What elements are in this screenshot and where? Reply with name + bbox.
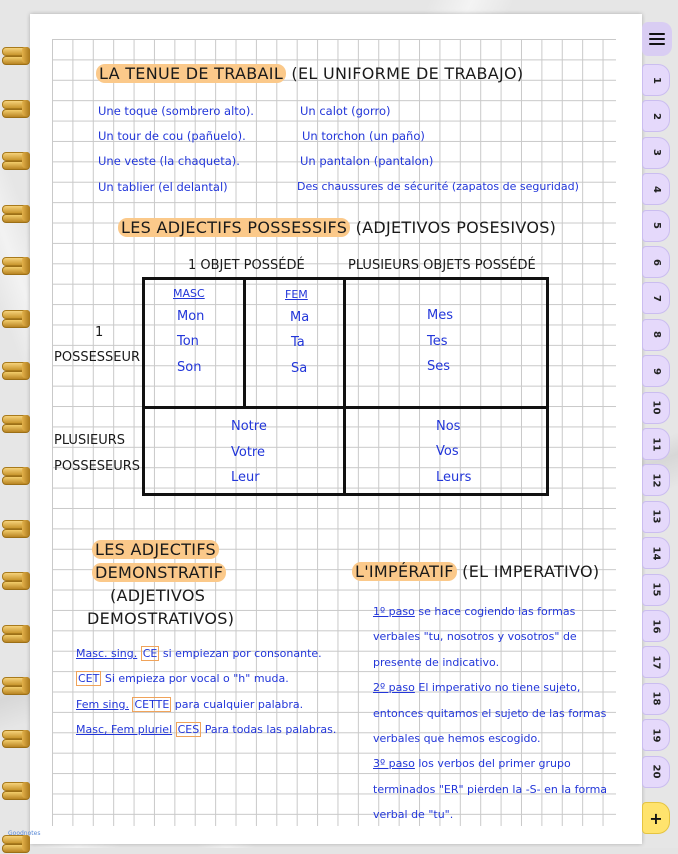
imperative-line: terminados "ER" pierden la -S- en la forma [373, 782, 608, 796]
tab-label: 4 [650, 185, 662, 193]
table-cell: Vos [436, 444, 459, 459]
tab-1[interactable] [642, 64, 670, 96]
tab-label: 10 [650, 400, 662, 415]
spiral-binding [0, 0, 40, 848]
possessive-title-translation: (ADJETIVOS POSESIVOS) [355, 218, 557, 237]
ring-icon [2, 97, 34, 119]
tab-label: 14 [650, 546, 662, 561]
tab-label: 15 [650, 582, 662, 597]
tab-11[interactable] [642, 428, 670, 460]
tab-label: 11 [650, 437, 662, 451]
tab-label: 17 [650, 655, 662, 670]
uniform-item: Un tablier (el delantal) [98, 180, 228, 194]
col-header-many-objects: PLUSIEURS OBJETS POSSÉDÉ [348, 258, 536, 273]
hamburger-icon [649, 33, 665, 45]
ring-icon [2, 674, 34, 696]
uniform-item: Une veste (la chaqueta). [98, 154, 240, 168]
ring-icon [2, 44, 34, 66]
imperative-title: L'IMPÉRATIF (EL IMPERATIVO) [352, 562, 599, 581]
tab-label: 16 [650, 619, 662, 633]
ring-icon [2, 254, 34, 276]
row-header-one-number: 1 [95, 325, 104, 340]
tab-9[interactable] [642, 355, 670, 387]
row-header-one: POSSESSEUR [54, 350, 141, 365]
uniform-title-translation: (EL UNIFORME DE TRABAJO) [291, 64, 524, 83]
ring-icon [2, 622, 34, 644]
table-divider [243, 277, 246, 409]
demonstrative-rule: Masc. sing. CE si empiezan por consonante. [76, 647, 322, 660]
ring-icon [2, 149, 34, 171]
uniform-title-highlight: LA TENUE DE TRABAIL [96, 64, 286, 83]
tab-label: 6 [650, 258, 662, 266]
table-cell: Tes [427, 334, 448, 349]
uniform-title [96, 64, 523, 83]
tab-4[interactable] [642, 173, 670, 205]
masc-label: MASC [173, 287, 205, 300]
table-cell: Sa [291, 361, 308, 376]
ring-icon [2, 202, 34, 224]
ring-icon [2, 359, 34, 381]
table-cell: Mes [427, 308, 453, 323]
tab-14[interactable] [642, 537, 670, 569]
add-tab-button[interactable]: + [642, 802, 670, 834]
table-cell: Ta [291, 335, 305, 350]
tab-2[interactable] [642, 100, 670, 132]
tab-label: 2 [650, 112, 662, 120]
fem-label: FEM [285, 288, 308, 301]
tab-label: 9 [650, 367, 662, 375]
ring-icon [2, 779, 34, 801]
imperative-line: presente de indicativo. [373, 655, 500, 669]
tab-label: 20 [650, 764, 662, 779]
table-cell: Mon [177, 309, 205, 324]
tab-13[interactable] [642, 501, 670, 533]
ring-icon [2, 517, 34, 539]
col-header-one-object: 1 OBJET POSSÉDÉ [188, 258, 305, 273]
uniform-item: Une toque (sombrero alto). [98, 104, 254, 118]
imperative-line: 3º paso los verbos del primer grupo [373, 757, 571, 771]
tab-10[interactable] [642, 392, 670, 424]
uniform-item: Un tour de cou (pañuelo). [98, 129, 246, 143]
tab-label: 18 [650, 691, 662, 706]
demonstrative-title-line4: DEMOSTRATIVOS) [87, 609, 235, 628]
tab-label: 12 [650, 473, 662, 488]
imperative-line: 1º paso se hace cogiendo las formas [373, 605, 576, 618]
table-cell: Nos [436, 419, 461, 434]
table-cell: Notre [231, 419, 267, 434]
tab-7[interactable] [642, 282, 670, 314]
table-cell: Ma [290, 310, 310, 325]
possessive-title-highlight: LES ADJECTIFS POSSESSIFS [118, 218, 350, 237]
table-cell: Son [177, 360, 202, 375]
demonstrative-title-line1: LES ADJECTIFS [92, 540, 219, 559]
demonstrative-title-line3: (ADJETIVOS [110, 586, 206, 605]
table-cell: Ses [427, 359, 451, 374]
tab-18[interactable] [642, 683, 670, 715]
demonstrative-rule: Masc, Fem pluriel CES Para todas las palabras. [76, 723, 337, 736]
row-header-many: PLUSIEURS [54, 433, 126, 448]
tab-5[interactable] [642, 210, 670, 242]
tab-15[interactable] [642, 574, 670, 606]
ring-icon [2, 464, 34, 486]
tab-label: 1 [650, 76, 662, 84]
imperative-line: verbales "tu, nosotros y vosotros" de [373, 630, 577, 644]
table-divider [343, 277, 346, 496]
table-cell: Votre [231, 445, 265, 460]
tab-6[interactable] [642, 246, 670, 278]
imperative-line: verbales que hemos escogido. [373, 732, 541, 745]
goodnotes-watermark: Goodnotes [8, 830, 41, 837]
tab-16[interactable] [642, 610, 670, 642]
tab-label: 19 [650, 728, 662, 743]
ring-icon [2, 569, 34, 591]
tab-20[interactable] [642, 756, 670, 788]
tab-8[interactable] [642, 319, 670, 351]
tab-19[interactable] [642, 719, 670, 751]
tab-label: 8 [650, 331, 662, 339]
table-cell: Leurs [436, 470, 472, 485]
imperative-line: verbal de "tu". [373, 808, 454, 822]
demonstrative-title-line2: DEMONSTRATIF [92, 563, 226, 582]
tab-label: 5 [650, 222, 662, 230]
imperative-line: entonces quitamos el sujeto de las formas [373, 706, 607, 720]
row-header-many: POSSESEURS [54, 459, 141, 474]
uniform-item: Un calot (gorro) [300, 104, 391, 118]
demonstrative-rule: Fem sing. CETTE para cualquier palabra. [76, 698, 304, 711]
table-divider [142, 406, 549, 409]
uniform-item: Un torchon (un paño) [302, 129, 425, 143]
menu-tab[interactable] [642, 22, 672, 56]
tab-17[interactable] [642, 646, 670, 678]
tab-label: 13 [650, 509, 662, 524]
table-cell: Ton [177, 334, 199, 349]
ring-icon [2, 307, 34, 329]
ring-icon [2, 727, 34, 749]
possessive-title [118, 218, 556, 237]
tab-12[interactable] [642, 464, 670, 496]
uniform-item: Un pantalon (pantalon) [300, 154, 434, 168]
tab-3[interactable] [642, 137, 670, 169]
tab-label: 3 [650, 149, 662, 157]
table-cell: Leur [231, 470, 260, 485]
uniform-item: Des chaussures de sécurité (zapatos de seguridad) [297, 180, 579, 193]
tab-label: 7 [650, 294, 662, 302]
ring-icon [2, 412, 34, 434]
demonstrative-rule: CET Si empieza por vocal o "h" muda. [78, 672, 289, 685]
imperative-line: 2º paso El imperativo no tiene sujeto, [373, 681, 581, 695]
